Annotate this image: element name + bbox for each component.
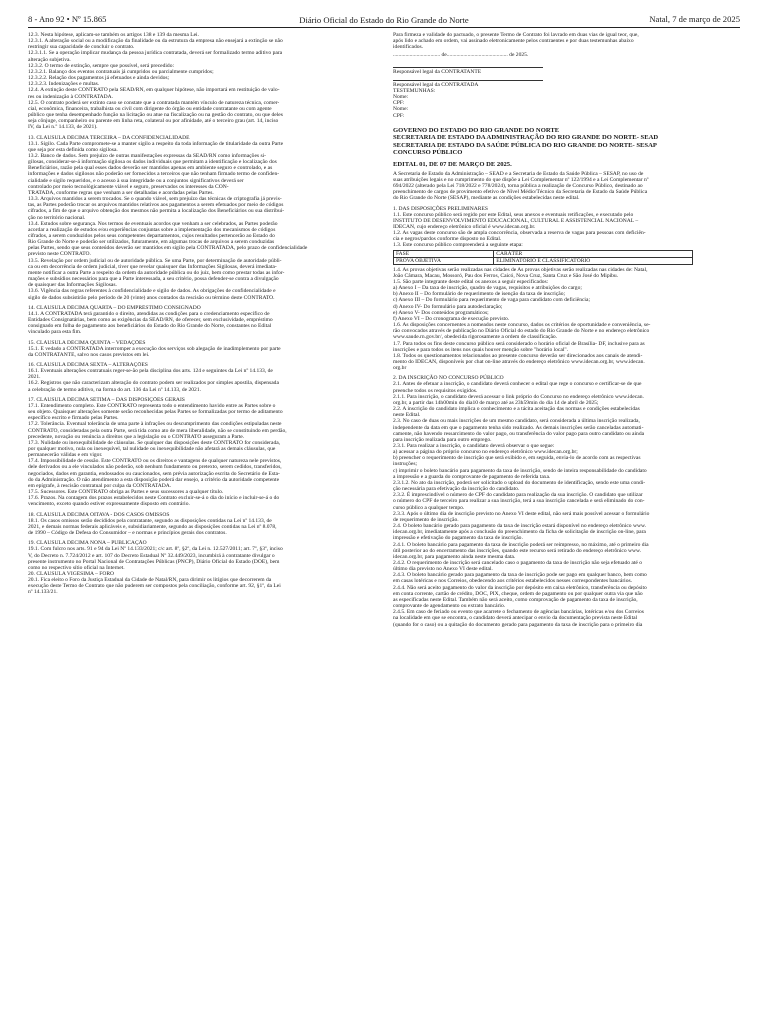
text-line: neste Edital. xyxy=(393,412,421,419)
text-line: a) acessar a página do próprio concurso no endereço eletrônico www.idecan.org.br; xyxy=(393,449,578,456)
text-line: 18. CLÁUSULA DÉCIMA OITAVA - DOS CASOS OMISSOS xyxy=(28,511,170,518)
gov-heading xyxy=(393,127,740,157)
signature-line xyxy=(393,80,543,81)
text-line: 2.1.1. Para inscrição, o candidato deverá acessar o link próprio do Concurso no endereço eletrônico www.idecan. xyxy=(393,393,644,400)
text-line: nº 14.133/21. xyxy=(28,589,58,596)
text-line: 14.1. A CONTRATADA terá garantido o direito, atendidas as condições para o credenciamento específico de xyxy=(28,310,270,317)
text-line: 694/2022 (alterado pela Lei 718/2022 e 778/2024), torna pública a realização de Concurso Público, destinado ao xyxy=(393,183,643,190)
text-line: 17.6. Prazos. Na contagem dos prazos estabelecidos neste Contrato excluir-se-á o dia do início e incluir-se-á o do xyxy=(28,495,280,502)
text-line: alteração subjetiva. xyxy=(28,56,71,63)
left-column xyxy=(28,32,375,628)
newspaper-title: Diário Oficial do Estado do Rio Grande do Norte xyxy=(299,15,469,25)
text-line: 20. CLÁUSULA VIGÉSIMA – FORO xyxy=(28,570,115,577)
text-line: de requerimento de inscrição. xyxy=(393,516,459,523)
text-line: suas atribuições legais e no cumprimento do que dispõe a Lei Complementar nº 122/1994 e a Lei Complementar nº xyxy=(393,176,649,183)
text-line: 17.3. Nulidade ou inexequibilidade de cláusulas. Se qualquer das disposições deste CONTRATO for considerada, xyxy=(28,439,281,446)
text-line: 13.4. Estudos sobre segurança. Nos termos de eventuais acordos que venham a ser celebrados, as Partes poderão xyxy=(28,220,278,227)
text-line: comprovante de agendamento ou extrato bancário. xyxy=(393,603,506,610)
text-line: e) Anexo V- Dos conteúdos programáticos; xyxy=(393,309,489,316)
text-line: permanecerão válidas e em vigor. xyxy=(28,452,103,459)
text-line: 2021, e demais normas federais aplicáveis e, subsidiariamente, segundo as disposições contidas na Lei nº 8.078, xyxy=(28,523,277,530)
text-line: d) Anexo IV- Do formulário para autodeclaração; xyxy=(393,303,503,310)
gov-heading-line: SECRETARIA DE ESTADO DA ADMINISTRAÇÃO DO RIO GRANDE DO NORTE- SEAD xyxy=(393,134,659,142)
text-line: camente, não havendo ressarcimento do valor pago, ou transferência do valor pago para outro candidato ou ainda xyxy=(393,430,645,437)
page-header xyxy=(28,0,740,28)
text-line: específico escrito e firmado pelas Partes. xyxy=(28,415,119,422)
text-line: 13. CLÁUSULA DÉCIMA TERCEIRA – DA CONFIDENCIALIDADE xyxy=(28,134,190,141)
edital-body-part2 xyxy=(393,267,740,628)
text-line: por qualquer motivo, nula ou inexequível, tal nulidade ou inexequibilidade não afetará as demais cláusulas, que xyxy=(28,446,276,452)
text-line: 13.6. Vigência das regras referentes à confidencialidade e sigilo de dados. As obrigações de confidencialidade e xyxy=(28,288,276,295)
text-line: org.br xyxy=(393,365,407,372)
text-line: 16. CLÁUSULA DÉCIMA SEXTA – ALTERAÇÕES xyxy=(28,361,148,368)
text-line: mento do IDECAN, disponíveis por chat on-line através do endereço eletrônico www.idecan.org.br, www.idecan. xyxy=(393,358,645,365)
text-line: 2.4.2. O requerimento de inscrição será cancelado caso o pagamento da taxa de inscrição não seja efetuado até o xyxy=(393,559,643,566)
text-line: tas, as Partes poderão trocar os arquivos mantidos relativos aos pagamentos a serem efetuados por meio de códigos xyxy=(28,202,284,209)
right-column xyxy=(393,32,740,628)
text-line: 1.8. Todos os questionamentos relacionados ao presente concurso deverão ser direcionados aos canais de atendi- xyxy=(393,352,643,359)
table-row xyxy=(394,257,693,264)
text-line: f) Anexo VI – Do cronograma de execução previsto. xyxy=(393,315,510,322)
text-line: restringir sua capacidade de concluir o contrato. xyxy=(28,44,135,51)
text-line: INSTITUTO DE DESENVOLVIMENTO EDUCACIONAL, CULTURAL E ASSISTENCIAL NACIONAL – xyxy=(393,217,639,224)
text-line: em epígrafe, à rescisão contratual por culpa da CONTRATADA. xyxy=(28,482,172,489)
text-line: 14. CLÁUSULA DÉCIMA QUARTA – DO EMPRÉSTIMO CONSIGNADO xyxy=(28,304,201,311)
text-line: em conta corrente, cartão de crédito, DOC, PIX, cheque, ordem de pagamento ou por qualquer outra via que não xyxy=(393,590,643,597)
text-line: João Câmara, Macau, Mossoró, Pau dos Ferros, Caicó, Nova Cruz, Santa Cruz e São José do Mipibu. xyxy=(393,272,619,279)
text-line: as especificadas neste Edital. Também não será aceito, como comprovação de pagamento da taxa de inscrição, xyxy=(393,596,638,603)
text-line: 2.4.3. O boleto bancário gerado para pagamento da taxa de inscrição pode ser pago em qualquer banco, bem como xyxy=(393,572,647,579)
text-line: 2.3.3. Após o último dia de inscrição previsto no Anexo VI deste edital, não será mais possível acessar o formulário xyxy=(393,510,650,517)
text-line: útil posterior ao do encerramento das inscrições, quando este recurso será retirado do endereço eletrônico www. xyxy=(393,547,642,554)
text-line: preenche todos os requisitos exigidos. xyxy=(393,387,478,394)
text-line: a celebração de termo aditivo, na forma do art. 136 da Lei nº 14.133, de 2021. xyxy=(28,386,201,393)
text-line: 2021. xyxy=(28,374,41,381)
text-line: Entidades Consignatárias, bem como as exigências da SEAD/RN, de oferecer, sem exclusividade, empréstimo xyxy=(28,317,273,324)
text-line: previsto neste CONTRATO. xyxy=(28,251,91,258)
text-line: 17. CLÁUSULA DÉCIMA SÉTIMA – DAS DISPOSIÇÕES GERAIS xyxy=(28,396,185,403)
text-line: Beneficiários, razão pela qual esses dados deverão ser mantidos apenas em ambiente seguro e controlado, e as xyxy=(28,165,273,172)
gov-heading-line: SECRETARIA DE ESTADO DA SAÚDE PÚBLICA DO RIO GRANDE DO NORTE- SESAP xyxy=(393,141,657,149)
text-line: cial, econômica, financeira, trabalhista ou civil com dirigente do órgão ou entidade contratante ou com agente xyxy=(28,105,272,112)
text-line: 2.3. No caso de duas ou mais inscrições de um mesmo candidato, será considerada a última inscrição realizada, xyxy=(393,418,640,425)
text-line: 12.3.1.1. Se a operação implicar mudança da pessoa jurídica contratada, deverá ser formalizado termo aditivo para xyxy=(28,50,283,57)
text-line: ção necessária para efetivação da inscrição do candidato. xyxy=(393,486,520,493)
text-line: 16.2. Registros que não caracterizam alteração do contrato podem ser realizados por simples apostila, dispensada xyxy=(28,380,279,387)
text-line: org.br, a partir das 14h00min do dia10 de março até as 23h59min do dia 14 de abril de 2025; xyxy=(393,399,599,406)
text-line: 12.3.2.2. Relação dos pagamentos já efetuados e ainda devidos; xyxy=(28,75,170,82)
text-line: Para firmeza e validade do pactuado, o presente Termo de Contrato foi lavrado em duas vias de igual teor, que, xyxy=(393,32,639,38)
text-line: dele derivados ou a ele vinculados não poderão, sob nenhum fundamento ou pretexto, serem cedidos, transferidos, xyxy=(28,464,282,471)
text-line: o número do CPF de terceiro para realizar a sua inscrição, terá a sua inscrição cancelada e será eliminado do con- xyxy=(393,498,645,505)
text-line: identificados. xyxy=(393,44,424,51)
text-line: consignado em folha de pagamento aos beneficiários do Estado do Rio Grande do Norte, constantes no Edital xyxy=(28,323,272,330)
text-line: vencimento, exceto quando estiver expressamente disposto em contrário. xyxy=(28,501,190,508)
text-line: 20.1. Fica eleito o Foro da Justiça Estadual da Cidade de Natal/RN, para dirimir os litígios que decorrerem da xyxy=(28,577,272,584)
text-line: 17.2. Tolerância. Eventual tolerância de uma parte à infrações ou descumprimento das condições estipuladas neste xyxy=(28,421,282,428)
signature-contratada: Responsável legal da CONTRATADA xyxy=(393,81,479,88)
text-line: 15. CLÁUSULA DÉCIMA QUINTA – VEDAÇÕES xyxy=(28,339,146,346)
text-line: mações e subsídios necessários para que a Parte interessada, a seu critério, possa defender-se contra a divulgação xyxy=(28,276,279,283)
text-line: idecan.org.br, para pagamento ainda neste mesma data. xyxy=(393,553,516,560)
text-line: ção no território nacional. xyxy=(28,214,86,221)
text-line: 2.3.1. Para realizar a inscrição, o candidato deverá observar o que segue: xyxy=(393,443,555,449)
text-line: 2. DA INSCRIÇÃO NO CONCURSO PÚBLICO xyxy=(393,375,504,382)
text-line: em casas lotéricas e nos Correios, obedecendo aos critérios estabelecidos nesses correspondentes bancários. xyxy=(393,578,633,585)
text-line: 2.4. O boleto bancário gerado para pagamento da taxa de inscrição estará disponível no endereço eletrônico www. xyxy=(393,523,647,530)
text-line: 2.4.4. Não será aceito pagamento do valor da inscrição por depósito em caixa eletrônico, transferência ou depósito xyxy=(393,584,647,591)
text-line: IV, da Lei n.º 14.133, de 2021). xyxy=(28,124,98,131)
table-cell: ELIMINATÓRIO E CLASSIFICATÓRIO xyxy=(494,257,693,264)
text-line: gilosas, considerar-se-á informação sigilosa os dados individuais que permitam a identificação e localização dos xyxy=(28,159,277,166)
text-line: (quando for o caso) ou a quitação do documento gerado para pagamento da taxa de inscrição para o primeiro dia xyxy=(393,621,643,628)
text-line: 1.5. São parte integrante deste edital os anexos a seguir especificados: xyxy=(393,278,549,285)
text-line: res ou indenização à CONTRATADA. xyxy=(28,93,114,100)
table-row xyxy=(394,250,693,257)
text-line: que seja por esta definida como sigilosa. xyxy=(28,146,118,153)
text-line: 12.3. Nesta hipótese, aplicam-se também os artigos 138 e 139 da mesma Lei. xyxy=(28,32,199,38)
text-line: presente instrumento no Portal Nacional de Contratações Públicas (PNCP), Diário Oficial do Estado (DOE), bem xyxy=(28,558,280,565)
text-line: a) Anexo I – Da taxa de inscrição, quadro de vagas, requisitos e atribuições do cargo; xyxy=(393,285,582,292)
text-line: controlado por meio tecnológicamente viável e seguro, preservados os interesses da CON- xyxy=(28,183,229,190)
text-line: vinculado para esta fim. xyxy=(28,329,82,336)
signature-line xyxy=(393,67,543,68)
issue-date: Natal, 7 de março de 2025 xyxy=(649,14,740,24)
text-line: na localidade em que se encontra, o candidato deverá antecipar o envio da documentação prevista neste Edital xyxy=(393,615,638,622)
text-line: mente notificar a outra Parte a respeito da ordem da autoridade pública ou do juiz, bem como prestar todas as infor- xyxy=(28,269,285,276)
text-line: do da Administração. O não atendimento a esta disposição poderá dar ensejo, a critério da autoridade competente xyxy=(28,476,280,483)
text-line: do Rio Grande do Norte (SESAP), mediante as condições estabelecidas neste edital. xyxy=(393,195,580,202)
text-line: b) Anexo II – Do formulário de requerimento de isenção da taxa de inscrição; xyxy=(393,291,566,298)
witness-cpf-1: CPF: xyxy=(393,100,405,107)
text-line: informações e dados sigilosos não poderão ser fornecidos a terceiros que não tenham firmado termo de confiden- xyxy=(28,171,280,178)
contract-closing xyxy=(393,32,740,59)
text-line: c) Anexo III – Do formulário para requerimento de vaga para candidato com deficiência; xyxy=(393,297,590,304)
text-line: 1.3. Este concurso público compreenderá a seguinte etapa: xyxy=(393,242,523,249)
text-line: a impressão e a guarda do comprovante de pagamento de referida taxa. xyxy=(393,473,551,480)
text-line: 12.3.2.3. Indenizações e multas. xyxy=(28,81,100,88)
text-line: b) preencher o requerimento de inscrição que será exibido e, em seguida, envia-lo de acordo com as respectivas xyxy=(393,455,641,462)
signature-contratante: Responsável legal da CONTRATANTE xyxy=(393,68,482,75)
text-line: c) imprimir o boleto bancário para pagamento da taxa de inscrição, sendo de inteira responsabilidade do candidato xyxy=(393,467,647,474)
text-line: como no respectivo sítio oficial na Internet. xyxy=(28,564,125,571)
text-line: preenchimento de cargos de provimento efetivo de Nível Médio/Técnico da Secretaria de Estado da Saúde Pública xyxy=(393,189,648,196)
table-header-cell: FASE xyxy=(394,250,494,257)
etapa-table xyxy=(393,250,693,265)
gov-heading-line: GOVERNO DO ESTADO DO RIO GRANDE DO NORTE xyxy=(393,126,560,134)
witnesses-label: TESTEMUNHAS: xyxy=(393,87,436,94)
text-line: 2.3.1.2. No ato da inscrição, poderá ser solicitado o upload do documento de identificação, sendo este uma condi- xyxy=(393,479,646,486)
text-line: CONTRATO, consideradas pela outra Parte, será tida como ato de mera liberalidade, não se constituindo em perdão, xyxy=(28,427,287,434)
text-line: público que tenha desempenhado função na licitação ou atue na fiscalização ou na gestão do contrato, ou que deles xyxy=(28,112,283,119)
text-line: V, do Decreto n. 7.724/2012 e art. 107 do Decreto Estadual Nº 32.449/2023, incumbirá à contratante divulgar o xyxy=(28,552,275,559)
text-line: impressão e efetivação do pagamento da taxa de inscrição. xyxy=(393,535,523,542)
text-line: IDECAN, cujo endereço eletrônico oficial é www.idecan.org.br. xyxy=(393,224,536,230)
text-line: rão convocados através de publicação no Diário Oficial do estado do Rio Grande do Norte e no endereço eletrônico xyxy=(393,328,650,335)
text-line: cia e negros/pardos conforme disposto no Edital. xyxy=(393,236,502,243)
text-line: negociados, dados em garantia, endossados ou caucionados, sem prévia autorização escrita do Secretário de Esta- xyxy=(28,470,280,477)
text-line: de quaisquer das Informações Sigilosas. xyxy=(28,282,117,289)
text-line: ca ou em decorrência de ordem judicial, tiver que revelar quaisquer das Informações Sigilosas, deverá imediata- xyxy=(28,263,277,270)
witness-name-1: Nome: xyxy=(393,94,409,101)
text-line: 2.2. A inscrição do candidato implica o conhecimento e a tácita aceitação das normas e condições estabelecidas xyxy=(393,406,640,413)
text-line: seja cônjuge, companheiro ou parente em linha reta, colateral ou por afinidade, até o terceiro grau (art. 14, inciso xyxy=(28,118,279,125)
text-line: 12.3.1. A alteração social ou a modificação da finalidade ou da estrutura da empresa não ensejará a extinção se não xyxy=(28,38,283,45)
text-line: 2.3.2. É imprescindível o número de CPF do candidato para realização da sua inscrição. O candidato que utilizar xyxy=(393,492,643,499)
text-line: independente da data em que o pagamento tenha sido realizado. As demais inscrições serão canceladas automati- xyxy=(393,424,644,431)
edition-info: 8 - Ano 92 • Nº 15.865 xyxy=(28,14,107,24)
text-line: precedente, novação ou renúncia a direitos que a legislação ou o CONTRATO asseguram a Parte. xyxy=(28,433,245,440)
table-cell: PROVA OBJETIVA xyxy=(394,257,494,264)
witness-name-2: Nome: xyxy=(393,106,409,113)
edital-body-part1 xyxy=(393,171,740,249)
text-line: 13.1. Sigilo. Cada Parte compromete-se a manter sigilo a respeito da toda informação de titularidade da outra Parte xyxy=(28,140,284,147)
text-line: .................................. de............................................ de 2025. xyxy=(393,52,529,59)
text-line: 19.1. Com fulcro nos arts. 91 e 94 da Lei Nº 14.133/2021; c/c art. 8º, §2º, da Lei n. 12.527/2011; art. 7º, §3º, inciso xyxy=(28,546,283,553)
text-line: 16.1. Eventuais alterações contratuais reger-se-ão pela disciplina dos arts. 124 e seguintes da Lei nº 14.133, de xyxy=(28,368,273,375)
text-line: após lido e achado em ordem, vai assinado eletronicamente pelos contraentes e por duas testemunhas abaixo xyxy=(393,38,634,45)
text-line: cifrados, a fim de que o arquivo obtenção dos mesmos não permita a localização dos Beneficiários ou sua distribui- xyxy=(28,208,285,215)
edital-title: EDITAL 01, DE 07 DE MARÇO DE 2025. xyxy=(393,161,512,169)
text-line: TRATADA, conforme regras que venham a ser detalhadas e acordadas pelas Partes. xyxy=(28,189,214,196)
text-line: da CONTRATANTE, salvo nos casos previstos em lei. xyxy=(28,351,150,358)
text-line: execução deste Termo de Contrato que não puderem ser compostos pela conciliação, conforme art. 92, §1º, da Lei xyxy=(28,583,281,590)
text-line: 12.4. A extinção deste CONTRATO pela SEAD/RN, em qualquer hipótese, não importará em restituição de valo- xyxy=(28,87,280,94)
text-line: 12.3.2.1. Balanço dos eventos contratuais já cumpridos ou parcialmente cumpridos; xyxy=(28,68,214,75)
text-line: 17.1. Entendimento completo. Este CONTRATO representa todo o entendimento havido entre as Partes sobre o xyxy=(28,402,276,409)
text-line: 2.4.5. Em caso de feriado ou evento que acarrete o fechamento de agências bancárias, lotéricas e/ou dos Correios xyxy=(393,609,644,616)
text-line: 1.2. As vagas deste concurso são de ampla concorrência, observada a reserva de vagas para pessoas com deficiên- xyxy=(393,230,646,237)
text-line: 1. DAS DISPOSIÇÕES PRELIMINARES xyxy=(393,205,488,212)
text-line: último dia previsto no Anexo VI deste edital. xyxy=(393,566,493,573)
text-line: cialidade e sigilo requeridos, e o acesso à sua integridade ou a conjuntos significativos deverá ser xyxy=(28,177,244,184)
text-line: 15.1. É vedado a CONTRATADA interromper a execução dos serviços sob alegação de inadimplemento por parte xyxy=(28,345,281,352)
text-line: pelas Partes, sendo que seus conteúdos deverão ser mantidos em sigilo pela CONTRATADA, pelo prazo de confidencialidade xyxy=(28,245,308,252)
text-line: instruções; xyxy=(393,461,418,468)
text-line: 2.4.1. O boleto bancário para pagamento da taxa de inscrição poderá ser reimpresso, no máximo, até o primeiro dia xyxy=(393,541,649,548)
text-line: 1.4. As provas objetivas serão realizadas nas cidades de As provas objetivas serão realizadas nas cidades de: Natal, xyxy=(393,266,648,273)
text-line: 1.6. As disposições concernentes a nomeados neste concurso, dados os critérios de oportunidade e conveniência, se- xyxy=(393,322,651,329)
text-line: www.saude.rn.gov.br/, obedecida rigorosamente a ordem de classificação. xyxy=(393,334,558,341)
text-line: 19. CLÁUSULA DÉCIMA NONA – PUBLICAÇÃO xyxy=(28,540,147,547)
table-header-cell: CARÁTER xyxy=(494,250,693,257)
text-line: inscrições e para todos os itens nos quais houver menção sobre "horário local". xyxy=(393,346,569,353)
text-line: A Secretaria de Estado da Administração – SEAD e a Secretaria de Estado da Saúde Pública – SESAP, no uso de xyxy=(393,170,644,177)
text-line: Rio Grande do Norte e poderão ser utilizados, futuramente, em algumas trocas de arquivos a serem conduzidas xyxy=(28,239,275,246)
text-line: de 1990 – Código de Defesa do Consumidor – e normas e princípios gerais dos contratos. xyxy=(28,530,227,537)
text-line: 2.1. Antes de efetuar a inscrição, o candidato deverá conhecer o edital que rege o concurso e certificar-se de que xyxy=(393,381,642,388)
text-line: curso público a qualquer tempo. xyxy=(393,504,465,511)
text-line: 13.2. Banco de dados. Sem prejuízo de outras manifestações expressas da SEAD/RN como informações si- xyxy=(28,152,266,159)
text-line: 13.3. Arquivos mantidos a serem trocados. Se o quando viável, sem prejuízo das técnicas de criptografia já previs- xyxy=(28,196,282,203)
text-line: sigilo de dados subsistirão pelo período de 20 (vinte) anos contados da rescisão ou término deste CONTRATO. xyxy=(28,294,275,301)
text-line: 1.1. Este concurso público será regido por este Edital, seus anexos e eventuais retificações, e executado pelo xyxy=(393,211,634,218)
text-line: cifrados, a serem conduzidos pelos seus competentes departamentos, cujos resultados pertencerão ao Estado do xyxy=(28,233,275,239)
witness-cpf-2: CPF: xyxy=(393,112,405,119)
text-line: acordar a realização de estudos e/ou experiências conjuntas sobre a implementação dos mecanismos de códigos xyxy=(28,226,276,233)
text-line: idecan.org.br, imediatamente após a conclusão do preenchimento da ficha de solicitação de inscrição on-line, para xyxy=(393,529,646,536)
text-line: 17.4. Impossibilidade de cessão. Este CONTRATO ou os direitos e vantagens de qualquer natureza nele previstos, xyxy=(28,458,282,465)
text-line: 1.7. Para todos os fins deste concurso público será considerado o horário oficial de Brasília- DF, inclusive para as xyxy=(393,340,645,347)
text-line: 12.5. O contrato poderá ser extinto caso se constate que a contratada mantém vínculo de natureza técnica, comer- xyxy=(28,99,280,106)
text-line: 18.1. Os casos omissos serão decididos pela contratante, segundo as disposições contidas na Lei nº 14.133, de xyxy=(28,517,272,524)
text-line: seu objeto. Quaisquer alterações somente serão reconhecidas pelas Partes se formalizadas por termo de aditamento xyxy=(28,409,283,416)
text-line: 17.5. Sucessores. Este CONTRATO obriga as Partes e seus sucessores a qualquer título. xyxy=(28,489,224,496)
text-line: 13.5. Revelação por ordem judicial ou de autoridade pública. Se uma Parte, por determinação de autoridade públi- xyxy=(28,257,282,264)
text-line: 12.3.2. O termo de extinção, sempre que possível, será precedido: xyxy=(28,62,175,69)
gov-heading-line: CONCURSO PÚBLICO xyxy=(393,148,463,156)
text-line: para inscrição realizada para outro emprego. xyxy=(393,436,492,443)
